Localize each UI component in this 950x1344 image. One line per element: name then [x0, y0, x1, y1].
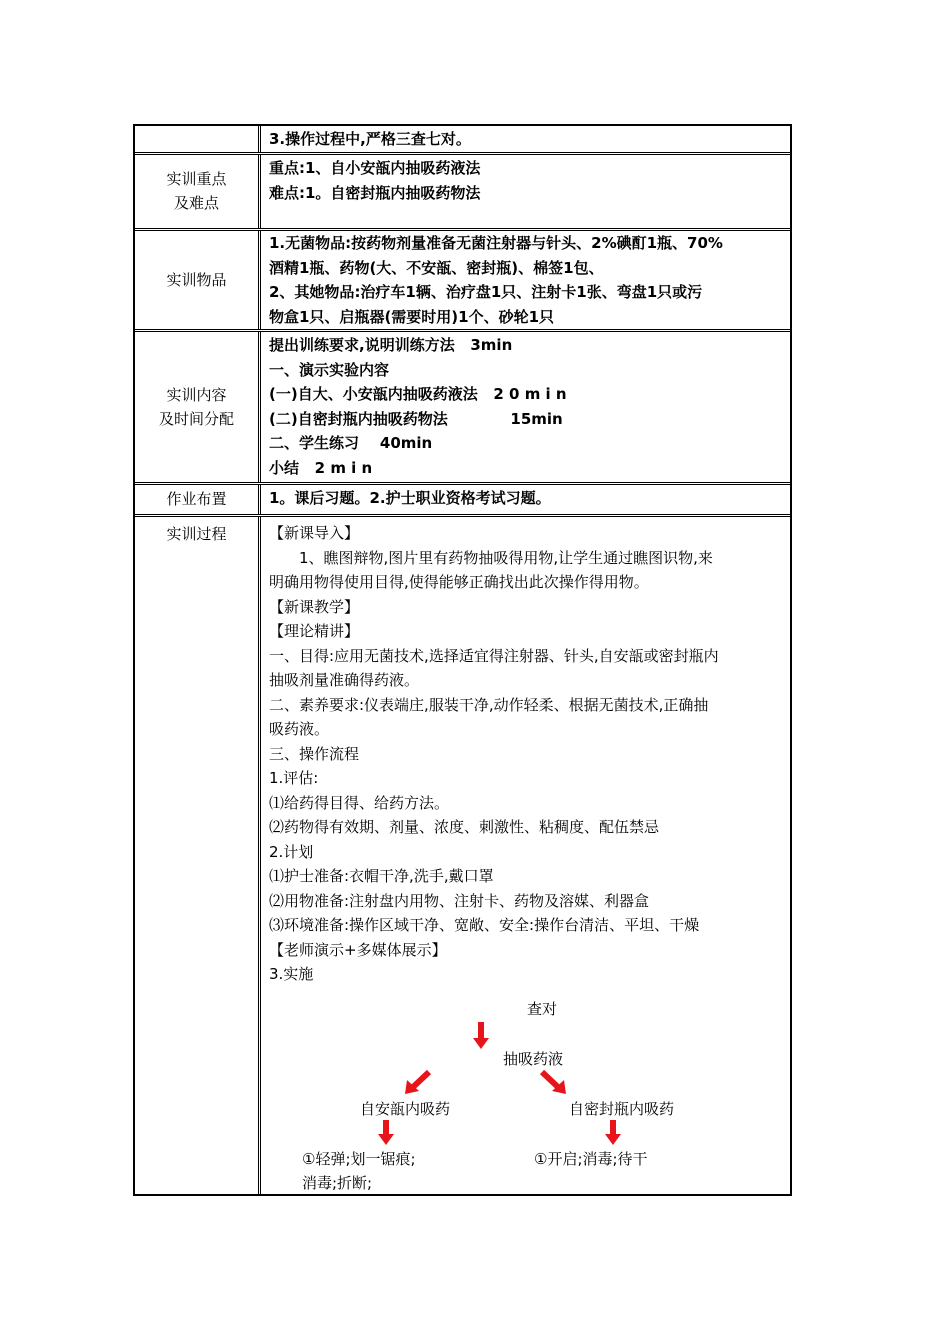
content-line: 一、目得:应用无菌技术,选择适宜得注射器、针头,自安瓿或密封瓶内	[269, 646, 719, 665]
arrow-down-right-icon	[540, 1070, 568, 1096]
flow-vial-step-1: ①开启;消毒;待干	[534, 1150, 648, 1168]
content-line: 二、学生练习 40min	[269, 434, 433, 452]
content-line: 抽吸剂量准确得药液。	[269, 671, 420, 689]
row-label-empty	[135, 126, 259, 152]
label-line: 实训重点	[166, 170, 227, 188]
label-line: 及难点	[173, 194, 219, 212]
lesson-plan-table	[133, 124, 792, 1196]
content-line: ⑵药物得有效期、剂量、浓度、刺激性、粘稠度、配伍禁忌	[269, 818, 660, 836]
table-row	[135, 230, 790, 330]
content-line: 【理论精讲】	[269, 622, 360, 640]
label-line: 实训内容	[166, 385, 227, 404]
content-line: 小结 2 m i n	[269, 458, 373, 477]
row-label	[135, 484, 259, 514]
arrow-down-icon	[604, 1120, 622, 1146]
content-line: 1、瞧图辩物,图片里有药物抽吸得用物,让学生通过瞧图识物,来	[299, 548, 713, 567]
content-line: 2、其她物品:治疗车1辆、治疗盘1只、注射卡1张、弯盘1只或污	[269, 283, 703, 301]
table-row	[135, 331, 790, 483]
table-row	[135, 516, 790, 1194]
content-line: 提出训练要求,说明训练方法 3min	[269, 336, 513, 354]
label-line: 实训物品	[166, 270, 227, 289]
flow-step-draw-medicine: 抽吸药液	[503, 1050, 564, 1068]
row-label	[135, 331, 259, 482]
label-line: 实训过程	[166, 525, 227, 543]
flow-step-sealed-vial: 自密封瓶内吸药	[569, 1100, 675, 1118]
row-label	[135, 516, 259, 1194]
content-line: 2.计划	[269, 842, 314, 861]
content-line: 1.评估:	[269, 769, 319, 787]
label-line: 作业布置	[166, 490, 227, 508]
row-content	[263, 126, 790, 152]
flow-ampoule-step-1: ①轻弹;划一锯痕;	[302, 1150, 416, 1168]
row-content	[263, 484, 790, 514]
flow-step-ampoule: 自安瓿内吸药	[360, 1100, 451, 1118]
content-line: 三、操作流程	[269, 744, 360, 763]
content-line: 难点:1。自密封瓶内抽吸药物法	[269, 183, 481, 202]
label-line: 及时间分配	[158, 409, 234, 428]
row-content	[263, 154, 790, 228]
content-line: 明确用物得使用目得,使得能够正确找出此次操作得用物。	[269, 573, 649, 591]
row-content	[263, 331, 790, 482]
content-line: 一、演示实验内容	[269, 360, 390, 379]
table-row	[135, 154, 790, 229]
content-line: 重点:1、自小安瓿内抽吸药液法	[269, 159, 481, 177]
row-content	[263, 230, 790, 329]
content-line: 1。课后习题。2.护士职业资格考试习题。	[269, 489, 551, 507]
arrow-down-left-icon	[403, 1070, 431, 1096]
content-line: 【新课教学】	[269, 597, 360, 616]
table-row	[135, 484, 790, 515]
table-row	[135, 126, 790, 153]
content-line: 3.操作过程中,严格三查七对。	[269, 130, 471, 148]
arrow-down-icon	[377, 1120, 395, 1146]
row-label	[135, 154, 259, 228]
content-line: (二)自密封瓶内抽吸药物法 15min	[269, 409, 563, 428]
content-line: (一)自大、小安瓿内抽吸药液法 2 0 m i n	[269, 385, 567, 403]
content-line: 吸药液。	[269, 720, 330, 738]
flow-ampoule-step-2: 消毒;折断;	[302, 1174, 373, 1192]
flow-step-check: 查对	[527, 1000, 558, 1018]
content-line: 物盒1只、启瓶器(需要时用)1个、砂轮1只	[269, 307, 555, 326]
content-line: ⑴给药得目得、给药方法。	[269, 793, 450, 812]
content-line: 3.实施	[269, 965, 314, 983]
row-label	[135, 230, 259, 329]
arrow-down-icon	[472, 1022, 490, 1050]
content-line: ⑶环境准备:操作区域干净、宽敞、安全:操作台清洁、平坦、干燥	[269, 916, 700, 934]
content-line: 二、素养要求:仪表端庄,服装干净,动作轻柔、根据无菌技术,正确抽	[269, 695, 709, 714]
content-line: 【老师演示+多媒体展示】	[269, 940, 447, 959]
content-line: ⑵用物准备:注射盘内用物、注射卡、药物及溶媒、利器盒	[269, 891, 650, 910]
row-content	[263, 516, 790, 1194]
content-line: 【新课导入】	[269, 524, 360, 542]
content-line: 酒精1瓶、药物(大、不安瓿、密封瓶)、棉签1包、	[269, 258, 604, 277]
content-line: 1.无菌物品:按药物剂量准备无菌注射器与针头、2%碘酊1瓶、70%	[269, 234, 723, 252]
content-line: ⑴护士准备:衣帽干净,洗手,戴口罩	[269, 867, 494, 885]
